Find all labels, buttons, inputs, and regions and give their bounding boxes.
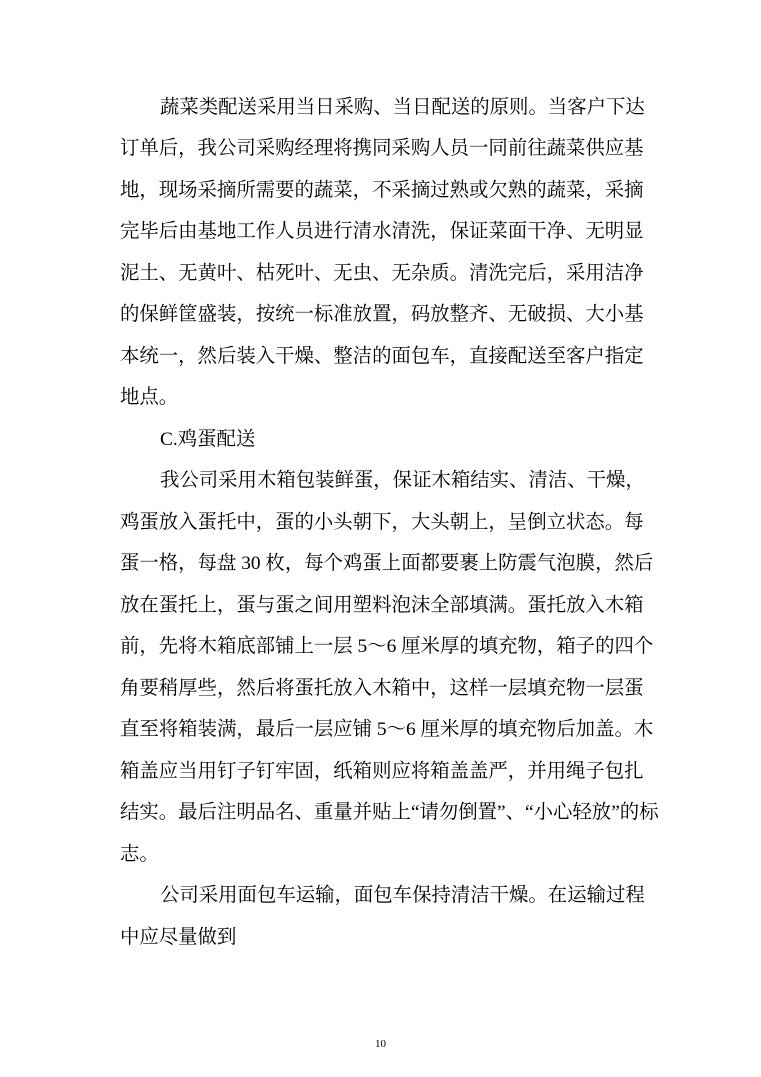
text-line: 箱盖应当用钉子钉牢固，纸箱则应将箱盖盖严，并用绳子包扎 [120,760,644,782]
text-line: 放在蛋托上，蛋与蛋之间用塑料泡沫全部填满。蛋托放入木箱 [120,594,644,616]
text-line: 志。 [120,843,159,865]
page-number: 10 [375,1038,386,1050]
text-line: 地点。 [120,387,179,408]
text-line: 中应尽量做到 [120,926,237,948]
text-line: 我公司采用木箱包装鲜蛋，保证木箱结实、清洁、干燥， [160,470,645,491]
text-line: 本统一，然后装入干燥、整洁的面包车，直接配送至客户指定 [120,345,644,367]
text-line: 地，现场采摘所需要的蔬菜，不采摘过熟或欠熟的蔬菜，采摘 [120,179,644,201]
text-line: 鸡蛋放入蛋托中，蛋的小头朝下，大头朝上，呈倒立状态。每 [120,511,644,533]
text-line: C.鸡蛋配送 [160,428,256,450]
text-line: 蔬菜类配送采用当日采购、当日配送的原则。当客户下达 [160,96,645,118]
text-line: 公司采用面包车运输，面包车保持清洁干燥。在运输过程 [160,885,645,906]
text-line: 蛋一格，每盘 30 枚，每个鸡蛋上面都要裹上防震气泡膜，然后 [120,553,654,574]
text-line: 的保鲜筐盛装，按统一标准放置，码放整齐、无破损、大小基 [120,304,644,325]
text-line: 泥土、无黄叶、枯死叶、无虫、无杂质。清洗完后，采用洁净 [120,262,644,284]
text-line: 前，先将木箱底部铺上一层 5～6 厘米厚的填充物，箱子的四个 [120,636,654,657]
text-line: 订单后，我公司采购经理将携同采购人员一同前往蔬菜供应基 [120,138,644,159]
text-line: 结实。最后注明品名、重量并贴上“请勿倒置”、“小心轻放”的标 [120,802,659,823]
text-line: 完毕后由基地工作人员进行清水清洗，保证菜面干净、无明显 [120,221,644,242]
text-line: 直至将箱装满，最后一层应铺 5～6 厘米厚的填充物后加盖。木 [120,719,654,740]
text-line: 角要稍厚些，然后将蛋托放入木箱中，这样一层填充物一层蛋 [120,677,644,699]
